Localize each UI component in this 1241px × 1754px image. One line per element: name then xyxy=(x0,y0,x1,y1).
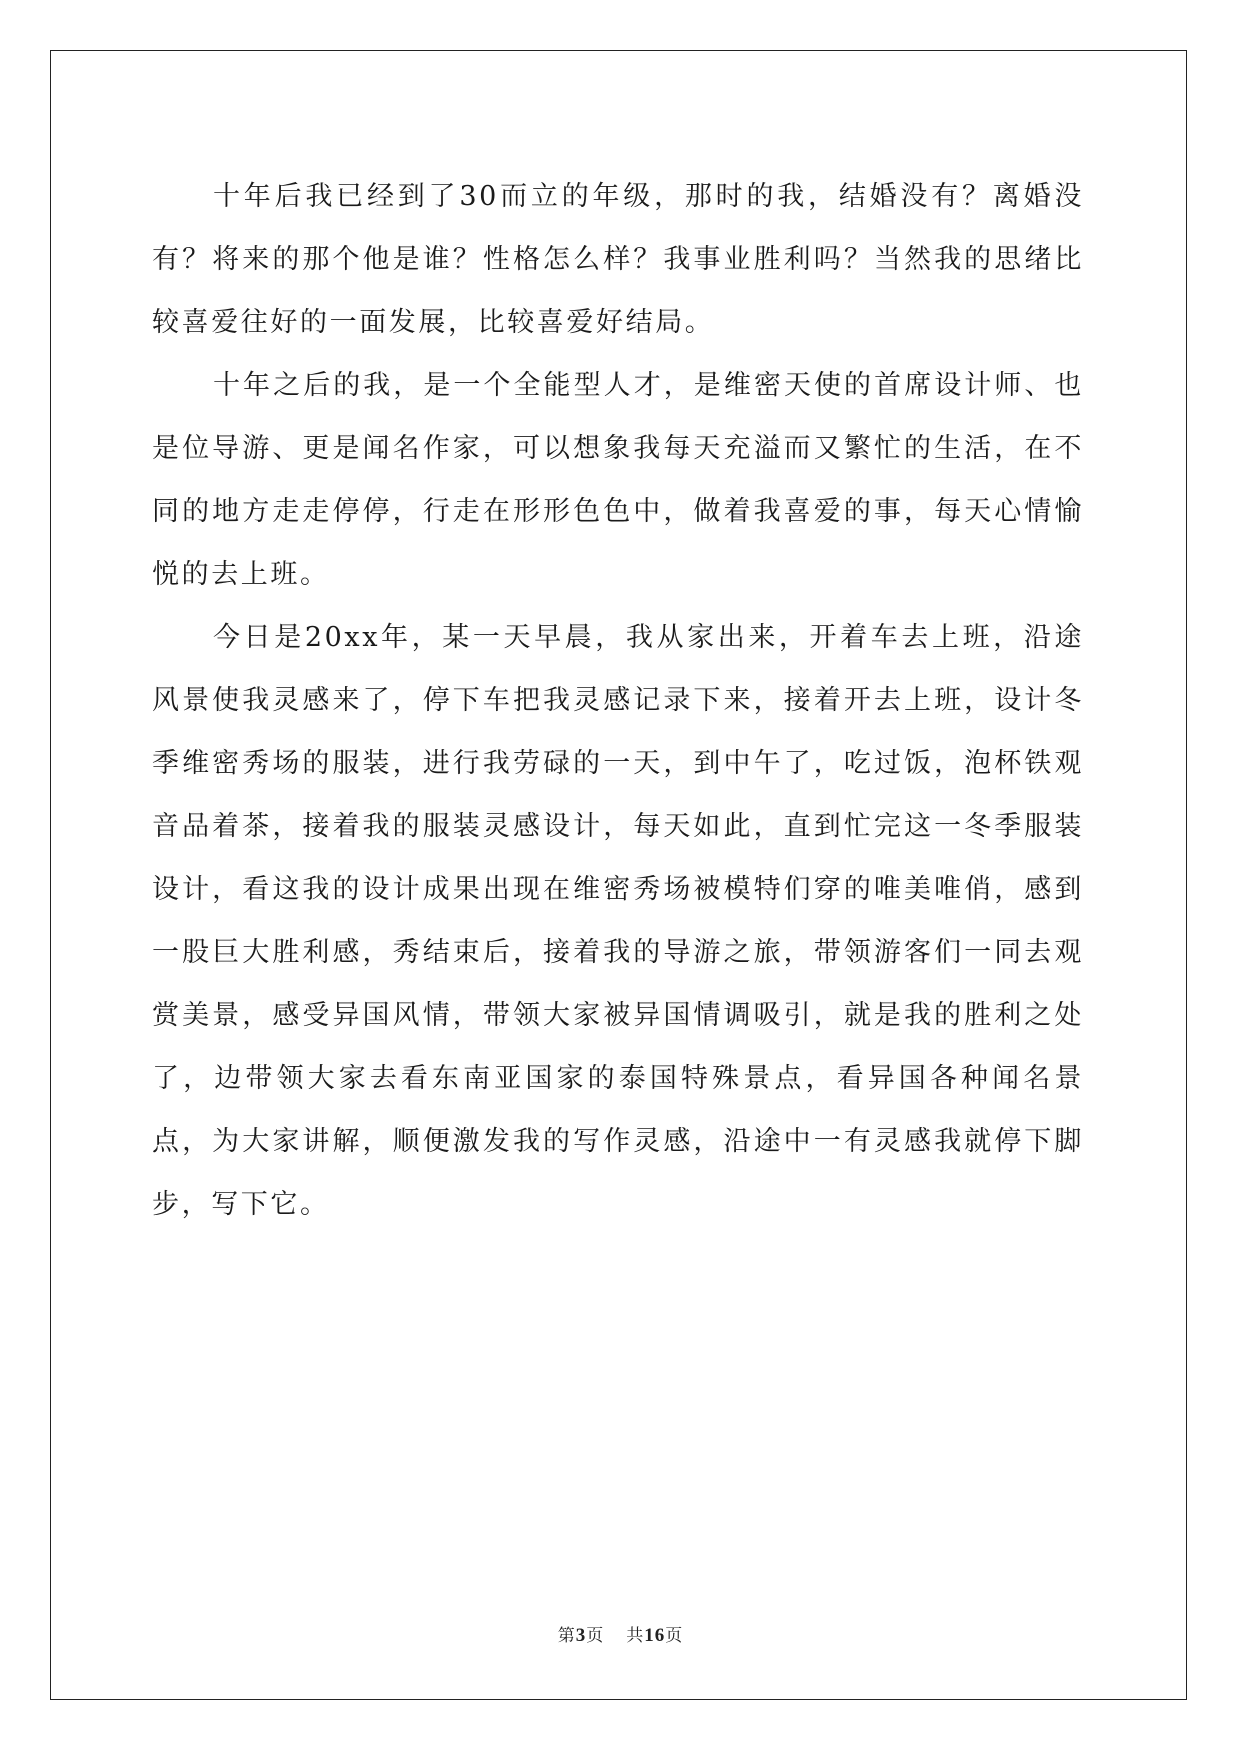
document-body xyxy=(152,165,1084,1236)
total-page-count: 16 xyxy=(644,1625,666,1646)
page-footer xyxy=(0,1621,1241,1647)
paragraph-3: 今日是20xx年，某一天早晨，我从家出来，开着车去上班，沿途风景使我灵感来了，停下车把我灵感记录下来，接着开去上班，设计冬季维密秀场的服装，进行我劳碌的一天，到中午了，吃过饭，泡杯铁观音品着茶，接着我的服装灵感设计，每天如此，直到忙完这一冬季服装设计，看这我的设计成果出现在维密秀场被模特们穿的唯美唯俏，感到一股巨大胜利感，秀结束后，接着我的导游之旅，带领游客们一同去观赏美景，感受异国风情，带领大家被异国情调吸引，就是我的胜利之处了，边带领大家去看东南亚国家的泰国特殊景点，看异国各种闻名景点，为大家讲解，顺便激发我的写作灵感，沿途中一有灵感我就停下脚步，写下它。 xyxy=(152,622,1084,1220)
total-prefix: 共 xyxy=(626,1626,645,1646)
paragraph-2: 十年之后的我，是一个全能型人才，是维密天使的首席设计师、也是位导游、更是闻名作家，可以想象我每天充溢而又繁忙的生活，在不同的地方走走停停，行走在形形色色中，做着我喜爱的事，每天心情愉悦的去上班。 xyxy=(152,370,1084,590)
page-suffix: 页 xyxy=(586,1626,605,1646)
paragraph-1: 十年后我已经到了30而立的年级，那时的我，结婚没有？离婚没有？将来的那个他是谁？性格怎么样？我事业胜利吗？当然我的思绪比较喜爱往好的一面发展，比较喜爱好结局。 xyxy=(152,181,1084,338)
current-page-number: 3 xyxy=(575,1625,587,1646)
page-prefix: 第 xyxy=(557,1626,576,1646)
total-suffix: 页 xyxy=(665,1626,684,1646)
